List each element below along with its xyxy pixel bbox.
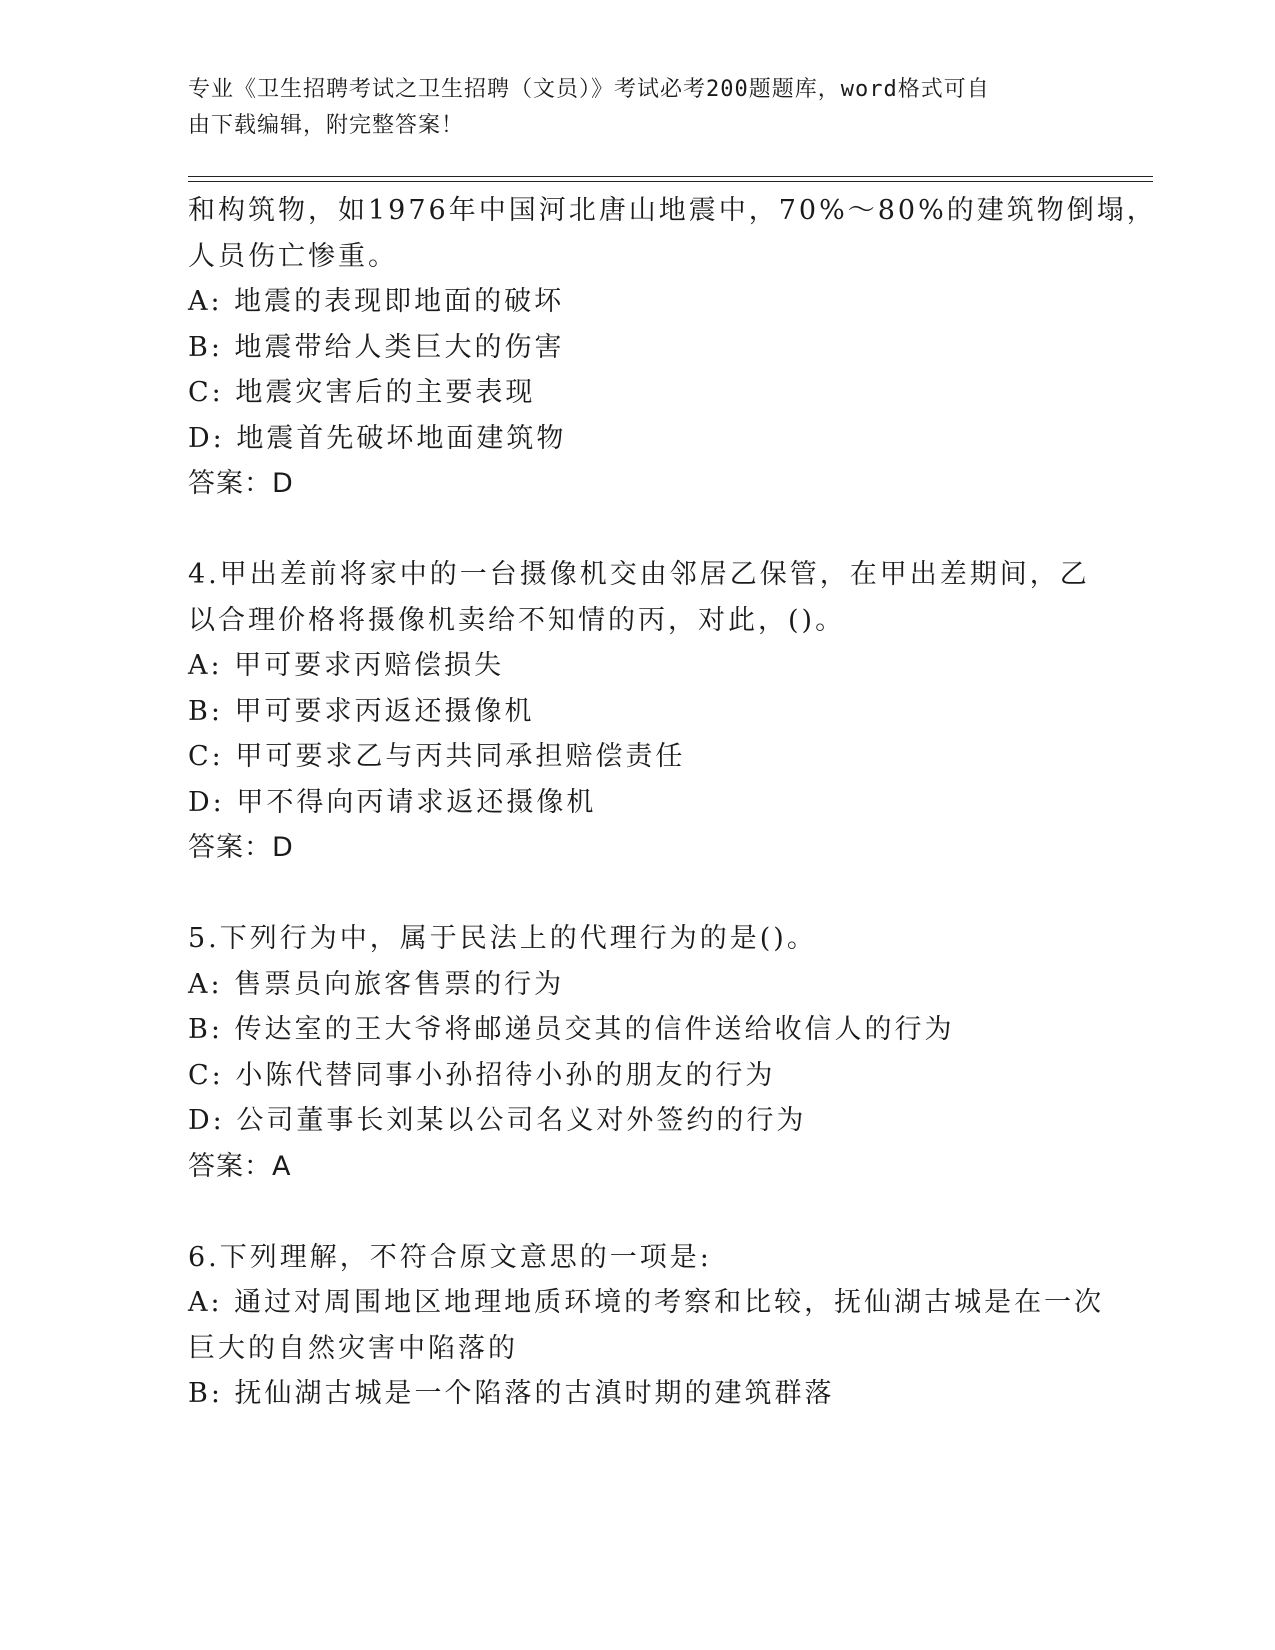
option-d: D: 公司董事长刘某以公司名义对外签约的行为 bbox=[188, 1105, 807, 1136]
option-b: B: 传达室的王大爷将邮递员交其的信件送给收信人的行为 bbox=[188, 1014, 955, 1045]
header-line-1: 专业《卫生招聘考试之卫生招聘（文员）》考试必考200题题库，word格式可自 bbox=[188, 77, 990, 102]
header-divider-bottom bbox=[188, 181, 1153, 182]
document-header bbox=[188, 72, 1068, 144]
header-divider-top bbox=[188, 176, 1153, 177]
document-body bbox=[188, 188, 1157, 1417]
question-text-line: 4.甲出差前将家中的一台摄像机交由邻居乙保管，在甲出差期间，乙 bbox=[188, 559, 1090, 590]
question-text-line: 人员伤亡惨重。 bbox=[188, 240, 398, 272]
option-a: A: 地震的表现即地面的破坏 bbox=[188, 286, 565, 317]
answer: 答案：A bbox=[188, 1150, 292, 1182]
answer: 答案：D bbox=[188, 832, 294, 863]
question-text-line: 以合理价格将摄像机卖给不知情的丙，对此，()。 bbox=[188, 604, 846, 636]
option-a: A: 通过对周围地区地理地质环境的考察和比较，抚仙湖古城是在一次 bbox=[188, 1287, 1105, 1318]
question-text-line: 6.下列理解，不符合原文意思的一项是: bbox=[188, 1241, 712, 1273]
option-b: B: 抚仙湖古城是一个陷落的古滇时期的建筑群落 bbox=[188, 1378, 835, 1409]
question-text-line: 和构筑物，如1976年中国河北唐山地震中，70%～80%的建筑物倒塌， bbox=[188, 195, 1157, 226]
option-d: D: 地震首先破坏地面建筑物 bbox=[188, 422, 567, 454]
option-b: B: 甲可要求丙返还摄像机 bbox=[188, 695, 535, 727]
option-b: B: 地震带给人类巨大的伤害 bbox=[188, 331, 565, 363]
question-5 bbox=[188, 916, 1088, 1189]
question-3-continuation bbox=[188, 188, 1157, 507]
header-line-2: 由下载编辑，附完整答案！ bbox=[188, 113, 465, 138]
option-c: C: 甲可要求乙与丙共同承担赔偿责任 bbox=[188, 741, 686, 772]
question-4 bbox=[188, 552, 1088, 871]
option-d: D: 甲不得向丙请求返还摄像机 bbox=[188, 786, 597, 818]
option-a: A: 售票员向旅客售票的行为 bbox=[188, 968, 565, 1000]
option-a-continued: 巨大的自然灾害中陷落的 bbox=[188, 1332, 518, 1364]
option-c: C: 小陈代替同事小孙招待小孙的朋友的行为 bbox=[188, 1059, 776, 1091]
question-6 bbox=[188, 1235, 1105, 1417]
question-text-line: 5.下列行为中，属于民法上的代理行为的是()。 bbox=[188, 923, 817, 954]
option-a: A: 甲可要求丙赔偿损失 bbox=[188, 650, 505, 681]
option-c: C: 地震灾害后的主要表现 bbox=[188, 377, 536, 408]
answer: 答案：D bbox=[188, 468, 294, 499]
